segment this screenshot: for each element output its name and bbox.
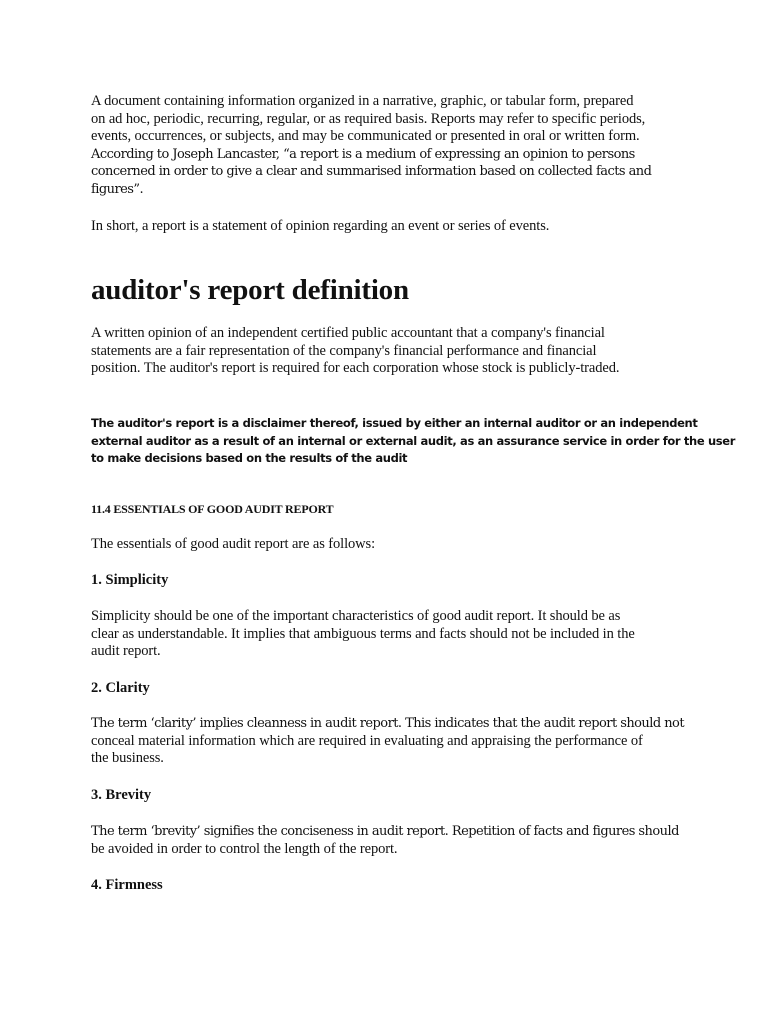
intro-line: on ad hoc, periodic, recurring, regular, or as required basis. Reports may refer to specific periods, <box>91 110 646 127</box>
brevity-heading: 3. Brevity <box>91 787 152 803</box>
quote-line: concerned in order to give a clear and summarised information based on collected facts and <box>91 164 652 179</box>
simplicity-line: Simplicity should be one of the important characteristics of good audit report. It should be as <box>91 608 621 624</box>
simplicity-line: audit report. <box>91 643 161 659</box>
essentials-intro-paragraph: The essentials of good audit report are as follows: <box>91 536 376 552</box>
definition-line: A written opinion of an independent certified public accountant that a company's financial <box>91 325 605 341</box>
disclaimer-line: to make decisions based on the results of the audit <box>91 451 408 465</box>
intro-paragraph <box>91 93 691 198</box>
clarity-line: the business. <box>91 750 164 766</box>
simplicity-heading: 1. Simplicity <box>91 572 169 588</box>
auditor-report-heading: auditor's report definition <box>91 274 409 306</box>
simplicity-line: clear as understandable. It implies that ambiguous terms and facts should not be included in the <box>91 625 635 642</box>
auditor-definition-paragraph <box>91 325 691 378</box>
quote-line: According to Joseph Lancaster, “a report is a medium of expressing an opinion to persons <box>91 146 635 162</box>
clarity-line: conceal material information which are required in evaluating and appraising the performance of <box>91 732 643 749</box>
definition-line: statements are a fair representation of the company's financial performance and financial <box>91 342 597 359</box>
disclaimer-paragraph <box>91 415 736 468</box>
intro-line: A document containing information organized in a narrative, graphic, or tabular form, prepared <box>91 93 634 109</box>
clarity-paragraph <box>91 715 691 768</box>
firmness-heading: 4. Firmness <box>91 877 163 893</box>
brevity-paragraph <box>91 823 691 858</box>
intro-line: events, occurrences, or subjects, and may be communicated or presented in oral or written form. <box>91 128 640 144</box>
disclaimer-line: external auditor as a result of an internal or external audit, as an assurance service in order for the user <box>91 433 736 448</box>
section-title: 11.4 ESSENTIALS OF GOOD AUDIT REPORT <box>91 502 334 516</box>
definition-line: position. The auditor's report is required for each corporation whose stock is publicly-traded. <box>91 360 620 376</box>
clarity-heading: 2. Clarity <box>91 680 150 696</box>
disclaimer-line: The auditor's report is a disclaimer thereof, issued by either an internal auditor or an independent <box>91 416 698 430</box>
brevity-line: The term ‘brevity’ signifies the conciseness in audit report. Repetition of facts and figures should <box>91 824 679 839</box>
simplicity-paragraph <box>91 608 691 661</box>
clarity-line: The term ‘clarity’ implies cleanness in audit report. This indicates that the audit report should not <box>91 716 684 731</box>
quote-line: figures”. <box>91 181 144 197</box>
intro-short-paragraph: In short, a report is a statement of opinion regarding an event or series of events. <box>91 218 550 234</box>
brevity-line: be avoided in order to control the length of the report. <box>91 840 398 857</box>
